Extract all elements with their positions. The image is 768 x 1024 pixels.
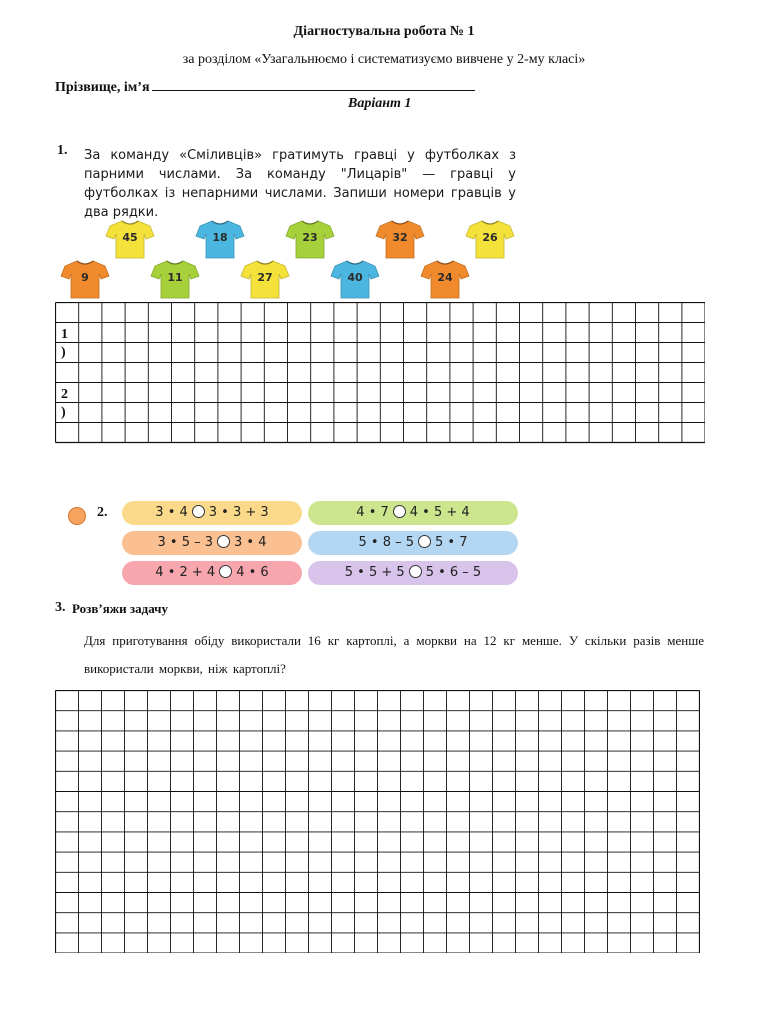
task1-number: 1.: [57, 143, 68, 158]
tshirt-top-4: [465, 219, 515, 259]
expression-left: 4 • 7: [356, 505, 389, 520]
tshirt-number: 9: [81, 271, 89, 284]
tshirt-number: 11: [167, 271, 183, 284]
tshirt-top-3: [375, 219, 425, 259]
tshirt-number: 23: [302, 231, 318, 244]
smiley-face-icon: [68, 507, 86, 525]
comparison-pill: [308, 531, 518, 555]
tshirt-number: 24: [437, 271, 453, 284]
compare-circle[interactable]: [409, 565, 422, 578]
name-blank-line[interactable]: [152, 78, 475, 91]
expression-left: 3 • 4: [155, 505, 188, 520]
tshirt-top-0: [105, 219, 155, 259]
expression-left: 5 • 5 + 5: [344, 565, 405, 580]
tshirt-number: 18: [212, 231, 228, 244]
tshirt-number: 40: [347, 271, 363, 284]
variant-label: Варіант 1: [348, 96, 412, 111]
comparison-pill: [308, 501, 518, 525]
tshirt-bottom-0: [60, 259, 110, 299]
comparison-pill: [122, 531, 302, 555]
tshirt-number: 45: [122, 231, 138, 244]
page-title: Діагностувальна робота № 1: [293, 24, 475, 39]
answer-grid-task1[interactable]: [55, 302, 705, 444]
expression-right: 3 • 4: [234, 535, 267, 550]
tshirt-bottom-3: [330, 259, 380, 299]
expression-right: 5 • 7: [435, 535, 468, 550]
expression-right: 3 • 3 + 3: [208, 505, 269, 520]
tshirt-bottom-4: [420, 259, 470, 299]
row-label-2: 2 ): [61, 387, 68, 420]
answer-grid-task3[interactable]: [55, 690, 700, 953]
task1-text: За команду «Сміливців» гратимуть гравці у футболках з парними числами. За команду "Лицарів" — гравці у футболках із непарними числами. Запиши номери гравців у два рядки.: [84, 148, 516, 220]
task2-number: 2.: [97, 505, 108, 520]
tshirt-bottom-2: [240, 259, 290, 299]
tshirt-number: 27: [257, 271, 273, 284]
expression-right: 5 • 6 – 5: [425, 565, 482, 580]
tshirt-number: 26: [482, 231, 498, 244]
compare-circle[interactable]: [219, 565, 232, 578]
comparison-pill: [122, 501, 302, 525]
task3-number: 3.: [55, 600, 66, 615]
tshirt-top-1: [195, 219, 245, 259]
task3-text: Для приготування обіду використали 16 кг картоплі, а моркви на 12 кг менше. У скільки разів менше використали моркви, ніж картоплі?: [84, 633, 704, 676]
comparison-pill: [122, 561, 302, 585]
tshirt-number: 32: [392, 231, 408, 244]
task3-title: Розв’яжи задачу: [72, 601, 169, 616]
row-label-1: 1 ): [61, 327, 68, 360]
expression-right: 4 • 5 + 4: [409, 505, 470, 520]
name-label: Прізвище, ім’я: [55, 80, 150, 95]
compare-circle[interactable]: [418, 535, 431, 548]
tshirt-bottom-1: [150, 259, 200, 299]
comparison-pill: [308, 561, 518, 585]
tshirt-top-2: [285, 219, 335, 259]
expression-left: 4 • 2 + 4: [155, 565, 216, 580]
page-subtitle: за розділом «Узагальнюємо і систематизуємо вивчене у 2-му класі»: [182, 52, 586, 67]
expression-left: 5 • 8 – 5: [358, 535, 415, 550]
compare-circle[interactable]: [192, 505, 205, 518]
compare-circle[interactable]: [217, 535, 230, 548]
name-row: [55, 78, 475, 96]
expression-right: 4 • 6: [236, 565, 269, 580]
expression-left: 3 • 5 – 3: [157, 535, 214, 550]
compare-circle[interactable]: [393, 505, 406, 518]
